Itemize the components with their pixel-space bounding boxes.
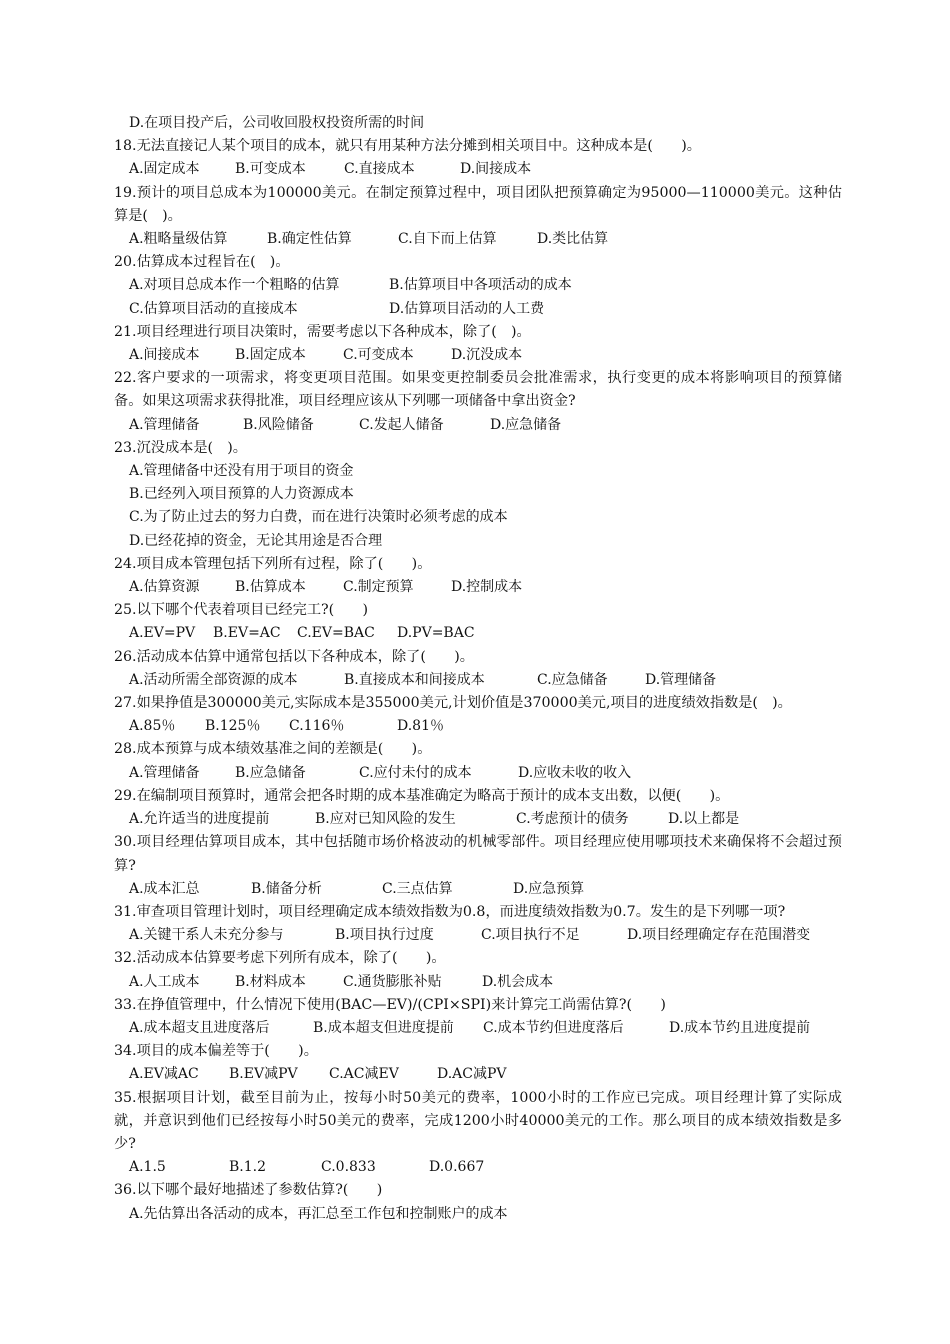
answer-options [129,112,950,135]
option-c: C.发起人储备 [359,416,444,433]
option-b: B.风险储备 [243,416,314,433]
answer-options [129,715,950,738]
option-b: B.材料成本 [235,973,306,990]
option-a: C.为了防止过去的努力白费，而在进行决策时必须考虑的成本 [129,509,508,526]
option-a: B.已经列入项目预算的人力资源成本 [129,486,354,503]
question-text: 27.如果挣值是300000美元,实际成本是355000美元,计划价值是370000美元,项目的进度绩效指数是( )。 [114,695,792,712]
question-text: 21.项目经理进行项目决策时，需要考虑以下各种成本，除了( )。 [114,323,531,340]
answer-options [129,530,950,553]
answer-options [129,669,950,692]
answer-options [129,924,950,947]
option-d: D.间接成本 [460,161,532,178]
option-c: C.成本节约但进度落后 [483,1019,624,1036]
question-text: 32.活动成本估算要考虑下列所有成本，除了( )。 [114,950,446,967]
option-a: A.估算资源 [129,579,200,596]
answer-options [129,414,950,437]
option-a: C.估算项目活动的直接成本 [129,300,298,317]
option-a: A.成本汇总 [129,880,200,897]
option-a: A.先估算出各活动的成本，再汇总至工作包和控制账户的成本 [129,1205,508,1222]
answer-options [129,158,950,181]
answer-options [129,344,950,367]
option-d: D.PV=BAC [397,625,475,642]
option-a: A.EV减AC [129,1066,199,1083]
question-text: 26.活动成本估算中通常包括以下各种成本，除了( )。 [114,648,474,665]
option-c: C.AC减EV [329,1066,399,1083]
option-d: D.以上都是 [668,811,740,828]
question-text: 29.在编制项目预算时，通常会把各时期的成本基准确定为略高于预计的成本支出数，以便( )。 [114,787,730,804]
question-text: 25.以下哪个代表着项目已经完工?( ) [114,602,369,619]
question-text: 24.项目成本管理包括下列所有过程，除了( )。 [114,555,432,572]
answer-options [129,506,950,529]
option-b: B.成本超支但进度提前 [313,1019,454,1036]
option-d: D.0.667 [429,1159,485,1176]
option-c: C.三点估算 [382,880,453,897]
option-a: A.间接成本 [129,347,200,364]
answer-options [129,274,950,297]
option-d: D.成本节约且进度提前 [669,1019,811,1036]
option-b: B.应对已知风险的发生 [315,811,456,828]
answer-options [129,762,950,785]
answer-options [129,878,950,901]
option-d: D.应急储备 [490,416,562,433]
option-d: D.应急预算 [513,880,585,897]
option-b: B.估算项目中各项活动的成本 [389,277,572,294]
option-a: A.关键干系人未充分参与 [129,927,284,944]
option-a: A.管理储备中还没有用于项目的资金 [129,463,354,480]
question-text: 22.客户要求的一项需求，将变更项目范围。如果变更控制委员会批准需求，执行变更的成本将影响项目的预算储备。如果这项需求获得批准，项目经理应该从下列哪一项储备中拿出资金? [114,370,842,410]
question-text: 35.根据项目计划，截至目前为止，按每小时50美元的费率，1000小时的工作应已完成。项目经理计算了实际成就，并意识到他们已经按每小时50美元的费率，完成1200小时40000美元的工作。那么项目的成本绩效指数是多少? [114,1089,842,1152]
option-c: C.应付未付的成本 [359,764,472,781]
option-c: C.自下而上估算 [398,231,497,248]
answer-options [129,483,950,506]
option-a: A.人工成本 [129,973,200,990]
option-b: B.125％ [205,718,261,735]
option-a: A.管理储备 [129,764,200,781]
option-d: D.应收未收的收入 [518,764,632,781]
option-b: B.应急储备 [235,764,306,781]
option-b: B.储备分析 [251,880,322,897]
option-b: B.固定成本 [235,347,306,364]
option-c: C.EV=BAC [297,625,375,642]
option-d: D.控制成本 [451,579,523,596]
question-text: 36.以下哪个最好地描述了参数估算?( ) [114,1182,383,1199]
option-a: A.固定成本 [129,161,200,178]
option-a: A.EV=PV [129,625,196,642]
question-text: 28.成本预算与成本绩效基准之间的差额是( )。 [114,741,432,758]
question-text: 20.估算成本过程旨在( )。 [114,254,290,271]
option-a: A.活动所需全部资源的成本 [129,671,298,688]
option-c: C.可变成本 [343,347,414,364]
option-a: A.85％ [129,718,176,735]
question-text: 23.沉没成本是( )。 [114,439,247,456]
option-a: A.对项目总成本作一个粗略的估算 [129,277,340,294]
question-text: 19.预计的项目总成本为100000美元。在制定预算过程中，项目团队把预算确定为95000—110000美元。这种估算是( )。 [114,184,842,224]
question-text: 31.审查项目管理计划时，项目经理确定成本绩效指数为0.8，而进度绩效指数为0.7。发生的是下列哪一项? [114,903,786,920]
option-b: B.EV=AC [213,625,281,642]
option-c: C.直接成本 [344,161,415,178]
option-c: C.116％ [289,718,345,735]
answer-options [129,1203,950,1226]
answer-options [129,622,950,645]
option-b: B.直接成本和间接成本 [344,671,485,688]
option-c: C.0.833 [321,1159,376,1176]
option-b: D.估算项目活动的人工费 [389,300,545,317]
option-c: C.制定预算 [343,579,414,596]
question-text: 34.项目的成本偏差等于( )。 [114,1043,318,1060]
answer-options [129,298,950,321]
option-c: C.考虑预计的债务 [516,811,629,828]
option-a: A.允许适当的进度提前 [129,811,270,828]
option-d: D.类比估算 [537,231,609,248]
answer-options [129,576,950,599]
option-d: D.AC减PV [437,1066,507,1083]
option-a: A.1.5 [129,1159,166,1176]
answer-options [129,460,950,483]
option-a: D.已经花掉的资金，无论其用途是否合理 [129,532,383,549]
question-text: 30.项目经理估算项目成本，其中包括随市场价格波动的机械零部件。项目经理应使用哪项技术来确保将不会超过预算? [114,834,842,874]
answer-options [129,1156,950,1179]
option-c: C.项目执行不足 [481,927,580,944]
option-a: A.成本超支且进度落后 [129,1019,270,1036]
answer-options [129,1017,950,1040]
option-c: C.通货膨胀补贴 [343,973,442,990]
option-d: D.沉没成本 [451,347,523,364]
option-a: A.粗略量级估算 [129,231,228,248]
option-d: D.81％ [397,718,444,735]
option-c: C.应急储备 [537,671,608,688]
option-b: B.估算成本 [235,579,306,596]
answer-options [129,1063,950,1086]
option-b: B.确定性估算 [267,231,352,248]
option-b: B.可变成本 [235,161,306,178]
option-a: A.管理储备 [129,416,200,433]
option-d: D.机会成本 [482,973,554,990]
question-text: 18.无法直接记人某个项目的成本，就只有用某种方法分摊到相关项目中。这种成本是( )。 [114,138,701,155]
document-page [0,112,950,1226]
answer-options [129,971,950,994]
option-a: D.在项目投产后，公司收回股权投资所需的时间 [129,115,425,131]
answer-options [129,228,950,251]
option-b: B.项目执行过度 [335,927,434,944]
option-d: D.管理储备 [645,671,717,688]
answer-options [129,808,950,831]
option-d: D.项目经理确定存在范围潜变 [627,927,811,944]
option-b: B.EV减PV [229,1066,298,1083]
option-b: B.1.2 [229,1159,267,1176]
question-text: 33.在挣值管理中，什么情况下使用(BAC—EV)/(CPI×SPI)来计算完工尚需估算?( ) [114,996,666,1013]
